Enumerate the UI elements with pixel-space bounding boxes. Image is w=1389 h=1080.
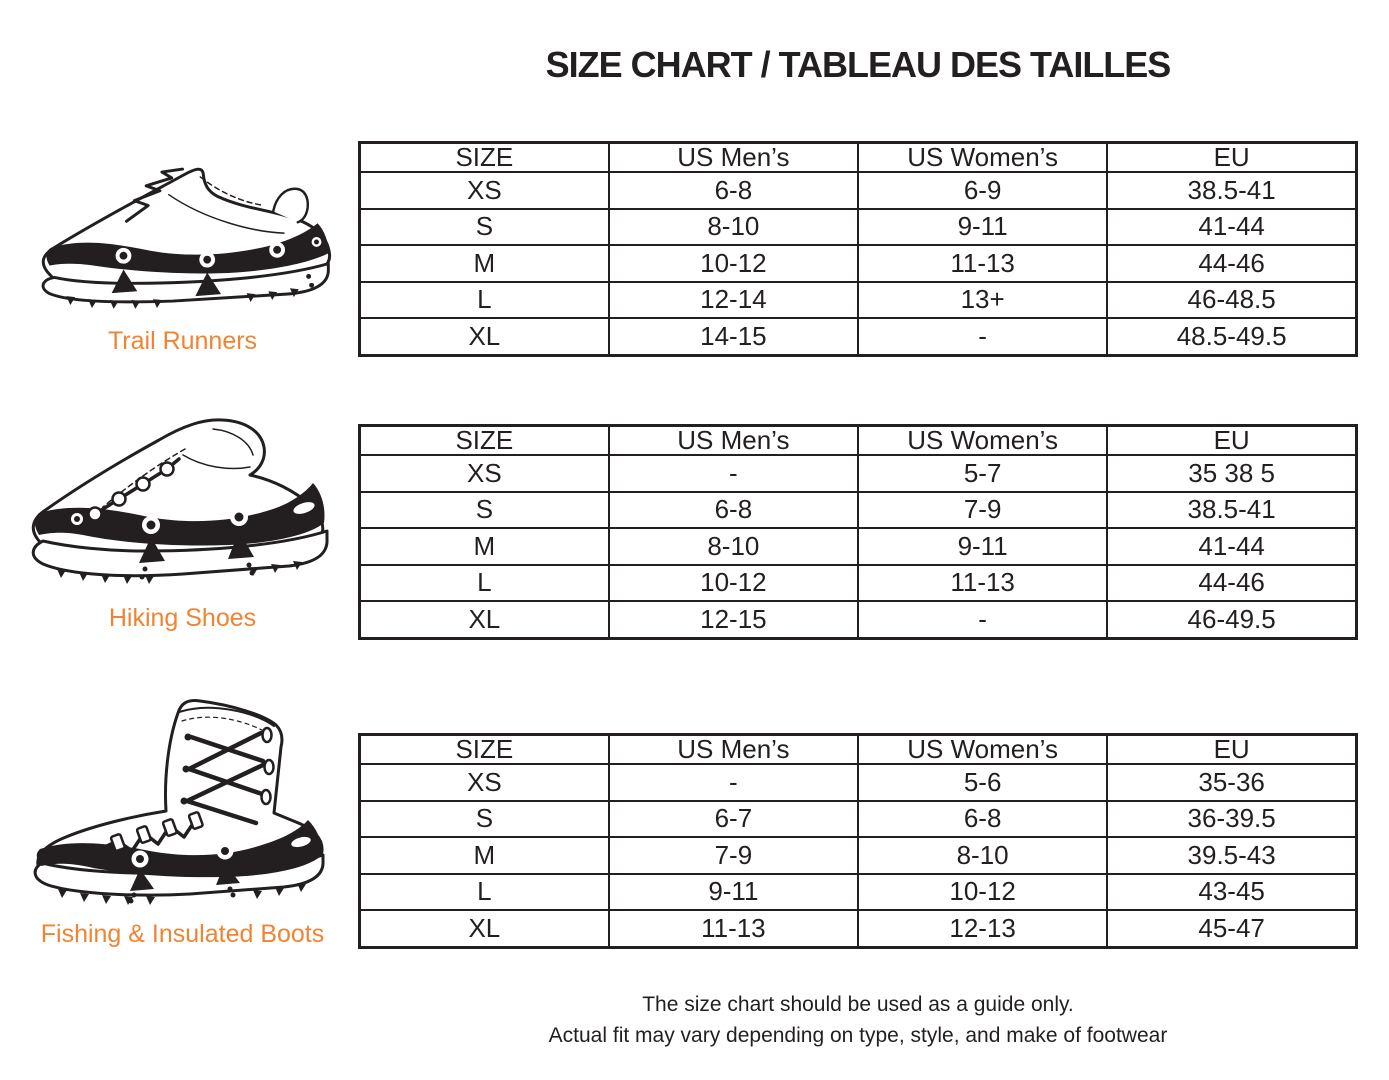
table-cell: 39.5-43: [1107, 837, 1356, 874]
table-cell: M: [360, 837, 609, 874]
table-row: [360, 209, 1357, 246]
column-header: US Men’s: [609, 143, 858, 173]
table-cell: 46-48.5: [1107, 282, 1356, 319]
table-cell: 10-12: [609, 245, 858, 282]
table-row: [360, 282, 1357, 319]
table-cell: 8-10: [609, 528, 858, 565]
column-header: US Women’s: [858, 143, 1107, 173]
column-header: US Men’s: [609, 735, 858, 765]
table-cell: 12-14: [609, 282, 858, 319]
table-cell: 7-9: [609, 837, 858, 874]
table-cell: M: [360, 528, 609, 565]
table-row: [360, 874, 1357, 911]
hiking-shoes-size-table: [358, 424, 1358, 640]
table-cell: L: [360, 565, 609, 602]
table-row: [360, 910, 1357, 947]
table-cell: L: [360, 282, 609, 319]
table-cell: -: [609, 455, 858, 492]
hiking-shoes-label: Hiking Shoes: [108, 604, 257, 632]
table-row: [360, 455, 1357, 492]
table-cell: 9-11: [858, 528, 1107, 565]
table-row: [360, 801, 1357, 838]
fishing-insulated-boots-label: Fishing & Insulated Boots: [40, 920, 325, 948]
insulated-boot-illustration: [18, 692, 353, 914]
table-cell: 48.5-49.5: [1107, 318, 1356, 355]
column-header: EU: [1107, 735, 1356, 765]
table-cell: XS: [360, 764, 609, 801]
table-row: [360, 601, 1357, 638]
table-cell: XS: [360, 455, 609, 492]
table-cell: 6-8: [609, 492, 858, 529]
header-row: [360, 143, 1357, 173]
table-cell: 8-10: [858, 837, 1107, 874]
column-header: SIZE: [360, 143, 609, 173]
table-cell: 11-13: [858, 565, 1107, 602]
table-cell: 41-44: [1107, 209, 1356, 246]
column-header: US Women’s: [858, 735, 1107, 765]
table-cell: 13+: [858, 282, 1107, 319]
trail-runner-shoe-illustration: [25, 158, 350, 320]
column-header: US Women’s: [858, 426, 1107, 456]
column-header: EU: [1107, 426, 1356, 456]
table-cell: 43-45: [1107, 874, 1356, 911]
table-cell: 36-39.5: [1107, 801, 1356, 838]
table-cell: 45-47: [1107, 910, 1356, 947]
column-header: EU: [1107, 143, 1356, 173]
table-row: [360, 318, 1357, 355]
table-cell: 38.5-41: [1107, 492, 1356, 529]
table-cell: XL: [360, 910, 609, 947]
table-cell: 14-15: [609, 318, 858, 355]
table-cell: 9-11: [858, 209, 1107, 246]
table-cell: -: [858, 601, 1107, 638]
table-row: [360, 172, 1357, 209]
footer-note-line2: Actual fit may vary depending on type, style, and make of footwear: [548, 1024, 1168, 1047]
table-cell: 44-46: [1107, 245, 1356, 282]
hiking-shoe-illustration: [17, 412, 352, 604]
table-row: [360, 837, 1357, 874]
table-cell: 5-7: [858, 455, 1107, 492]
table-row: [360, 245, 1357, 282]
column-header: SIZE: [360, 735, 609, 765]
table-row: [360, 492, 1357, 529]
table-cell: 38.5-41: [1107, 172, 1356, 209]
table-cell: 9-11: [609, 874, 858, 911]
header-row: [360, 426, 1357, 456]
table-cell: -: [609, 764, 858, 801]
footer-note-line1: The size chart should be used as a guide only.: [642, 993, 1074, 1016]
table-cell: 5-6: [858, 764, 1107, 801]
table-cell: 12-15: [609, 601, 858, 638]
footer-note: [358, 989, 1358, 1051]
column-header: SIZE: [360, 426, 609, 456]
table-row: [360, 565, 1357, 602]
column-header: US Men’s: [609, 426, 858, 456]
trail-runners-label: Trail Runners: [107, 327, 258, 355]
table-cell: 44-46: [1107, 565, 1356, 602]
table-cell: XL: [360, 318, 609, 355]
fishing-insulated-boots-size-table: [358, 733, 1358, 949]
table-cell: 6-9: [858, 172, 1107, 209]
table-cell: 6-8: [609, 172, 858, 209]
table-cell: M: [360, 245, 609, 282]
table-cell: 10-12: [609, 565, 858, 602]
table-cell: 6-7: [609, 801, 858, 838]
table-cell: S: [360, 492, 609, 529]
page-title: SIZE CHART / TABLEAU DES TAILLES: [545, 44, 1171, 85]
table-cell: S: [360, 801, 609, 838]
table-cell: 11-13: [858, 245, 1107, 282]
table-cell: XL: [360, 601, 609, 638]
table-cell: 11-13: [609, 910, 858, 947]
table-row: [360, 528, 1357, 565]
table-cell: L: [360, 874, 609, 911]
table-row: [360, 764, 1357, 801]
table-cell: XS: [360, 172, 609, 209]
table-cell: 10-12: [858, 874, 1107, 911]
table-cell: S: [360, 209, 609, 246]
table-cell: 41-44: [1107, 528, 1356, 565]
table-cell: 8-10: [609, 209, 858, 246]
table-cell: 7-9: [858, 492, 1107, 529]
table-cell: 12-13: [858, 910, 1107, 947]
table-cell: 35 38 5: [1107, 455, 1356, 492]
table-cell: 35-36: [1107, 764, 1356, 801]
header-row: [360, 735, 1357, 765]
table-cell: 6-8: [858, 801, 1107, 838]
table-cell: 46-49.5: [1107, 601, 1356, 638]
table-cell: -: [858, 318, 1107, 355]
trail-runners-size-table: [358, 141, 1358, 357]
